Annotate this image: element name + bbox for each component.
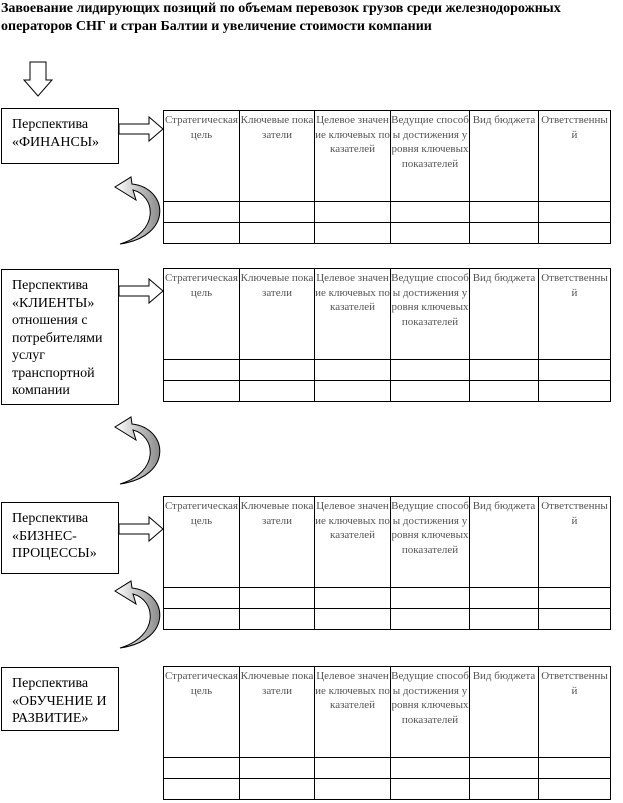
curved-arrow-icon [115, 177, 160, 244]
header-methods: Ведущие способы достижения уровня ключевых показателей [391, 269, 470, 360]
header-strategic-goal: Стратегическая цель [164, 497, 240, 588]
header-methods: Ведущие способы достижения уровня ключевых показателей [391, 667, 470, 758]
header-responsible: Ответственный [539, 111, 611, 202]
header-target-value: Целевое значение ключевых показателей [315, 269, 391, 360]
header-methods: Ведущие способы достижения уровня ключевых показателей [391, 497, 470, 588]
right-arrow-icon [119, 279, 163, 303]
header-strategic-goal: Стратегическая цель [164, 111, 240, 202]
perspective-business-processes: Перспектива «БИЗНЕС-ПРОЦЕССЫ» [1, 502, 119, 574]
header-budget-type: Вид бюджета [470, 111, 539, 202]
header-key-indicators: Ключевые показатели [240, 111, 315, 202]
curved-arrow-icon [115, 581, 160, 648]
header-responsible: Ответственный [539, 497, 611, 588]
header-strategic-goal: Стратегическая цель [164, 269, 240, 360]
header-budget-type: Вид бюджета [470, 497, 539, 588]
header-target-value: Целевое значение ключевых показателей [315, 667, 391, 758]
header-key-indicators: Ключевые показатели [240, 269, 315, 360]
header-methods: Ведущие способы достижения уровня ключевых показателей [391, 111, 470, 202]
perspective-finance: Перспектива «ФИНАНСЫ» [1, 108, 119, 164]
header-target-value: Целевое значение ключевых показателей [315, 497, 391, 588]
down-arrow-icon [24, 62, 52, 96]
header-budget-type: Вид бюджета [470, 667, 539, 758]
header-responsible: Ответственный [539, 667, 611, 758]
right-arrow-icon [119, 517, 163, 541]
page-title: Завоевание лидирующих позиций по объемам перевозок грузов среди железнодорожных операторов СНГ и стран Балтии и увеличение стоимости компании [1, 1, 561, 34]
header-key-indicators: Ключевые показатели [240, 497, 315, 588]
header-budget-type: Вид бюджета [470, 269, 539, 360]
perspective-clients: Перспектива «КЛИЕНТЫ» отношения с потребителями услуг транспортной компании [1, 269, 119, 405]
curved-arrow-icon [115, 417, 160, 484]
header-target-value: Целевое значение ключевых показателей [315, 111, 391, 202]
perspective-learning-growth: Перспектива «ОБУЧЕНИЕ И РАЗВИТИЕ» [1, 667, 119, 731]
right-arrow-icon [119, 117, 163, 141]
header-strategic-goal: Стратегическая цель [164, 667, 240, 758]
header-responsible: Ответственный [539, 269, 611, 360]
header-key-indicators: Ключевые показатели [240, 667, 315, 758]
